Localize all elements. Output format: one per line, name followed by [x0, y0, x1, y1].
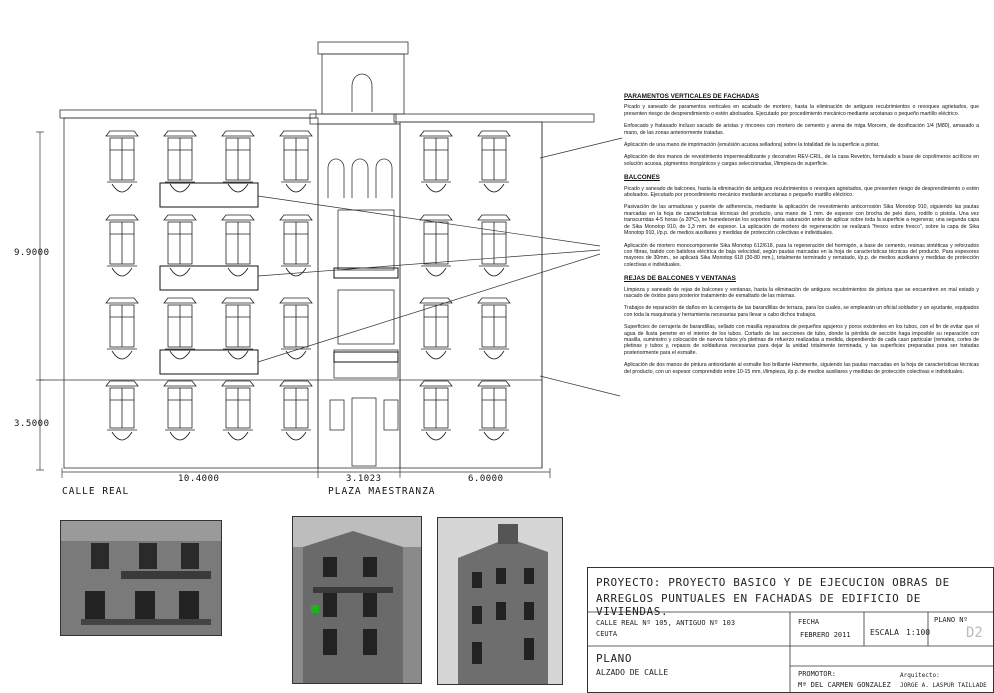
arquitecto-value: JORGE A. LASPUR TAILLADE [900, 682, 987, 689]
window-sill [107, 266, 137, 276]
window-mullion [482, 388, 506, 428]
tower-photo-2 [292, 516, 422, 684]
window-mullion [226, 305, 250, 347]
window-pediment [106, 215, 138, 220]
window-pediment [478, 381, 510, 386]
window-sill [421, 182, 451, 192]
plano-number-label: PLANO Nº [934, 616, 968, 624]
window-pediment [420, 381, 452, 386]
plano-number-value: D2 [966, 625, 983, 641]
window-pediment [280, 215, 312, 220]
section-title: PARAMENTOS VERTICALES DE FACHADAS [624, 93, 760, 100]
window-sill [107, 182, 137, 192]
window-sill [281, 349, 311, 359]
paragraph: Pasivación de las armaduras y puente de adherencia, mediante la aplicación de revestimiento anticorrosión Sika Monotop 910, siguiendo las pautas marcadas en la hoja de características técnicas del producto, una mano de 1 mm. de espesor con brocha de pelo duro, rodillo o pistola. Una vez transcurridas 4-5 horas (a 20ºC), se humedecerán los soportes hasta saturación antes de aplicar sobre toda la superficie a regenerar, una segunda capa de Sika Monotop 910, de 1,3 mm. de espesor. La aplicación de mortero de regeneración se realizará "fresco sobre fresco", sobre la capa de Sika Monotop 910, i/p.p. de medios auxiliares y medidas de protección colectivas e individuales. [624, 204, 979, 237]
window-sill [223, 266, 253, 276]
window-mullion [110, 222, 134, 264]
height-total-dimension: 9.9000 [14, 248, 50, 258]
window-sill [107, 349, 137, 359]
window-mullion [226, 388, 250, 428]
window-mullion [110, 305, 134, 347]
notes-section-rejas [624, 276, 979, 375]
window-mullion [482, 305, 506, 347]
window-pediment [164, 298, 196, 303]
project-title-line-1: PROYECTO: PROYECTO BASICO Y DE EJECUCION OBRAS DE [596, 576, 950, 589]
window-mullion [482, 138, 506, 180]
fecha-value: FEBRERO 2011 [800, 631, 851, 639]
window-sill [421, 266, 451, 276]
window-mullion [284, 138, 308, 180]
paragraph: Aplicación de dos manos de revestimiento impermeabilizante y decorativo REV-CRIL, de la casa Revetón, formulado a base de copolímeros acrílicos en solución acuosa, pigmentos inorgánicos y cargas seleccionadas, l/limpieza de superficie. [624, 154, 979, 167]
window-pediment [164, 381, 196, 386]
paragraph: Picado y saneado de balcones, hasta la eliminación de antiguos recubrimientos o revoques agrietados, que presenten riesgo de desprendimiento o estén abolsados. Ejecutado por procedimiento mecánico mediante arcotanas o pequeño martillo eléctrico. [624, 185, 979, 199]
address-line: CALLE REAL Nº 105, ANTIGUO Nº 103 [596, 619, 736, 627]
paragraph: Aplicación de una mano de imprimación (emulsión acuosa selladora) sobre la totalidad de la superficie a pintar. [624, 142, 880, 149]
window-sill [223, 430, 253, 440]
fecha-label: FECHA [798, 618, 820, 626]
window-sill [165, 266, 195, 276]
paragraph: Limpieza y saneado de rejas de balcones y ventanas, hasta la eliminación de antiguos recubrimientos de pintura que se encuentren en mal estado y rascado de óxidos para posterior tratamiento de esmaltado de las mismas. [624, 286, 979, 299]
window-pediment [106, 131, 138, 136]
window-mullion [168, 138, 192, 180]
specification-notes [624, 94, 979, 383]
window-pediment [222, 298, 254, 303]
window-pediment [420, 131, 452, 136]
street-label-calle-real: CALLE REAL [62, 486, 130, 497]
paragraph: Picado y saneado de paramentos verticales en acabado de mortero, hasta la eliminación de antiguos recubrimientos o revoques agrietados, que presenten riesgo de desprendimiento o estén abolsados. Ejecutado por procedimiento mecánico mediante arcotanas o pequeño martillo eléctrico. [624, 104, 979, 117]
plano-label: PLANO [596, 652, 633, 665]
height-ground-dimension: 3.5000 [14, 419, 50, 429]
title-block [587, 567, 994, 693]
window-sill [479, 182, 509, 192]
window-mullion [168, 305, 192, 347]
width-right-dimension: 6.0000 [468, 474, 504, 484]
window-sill [421, 430, 451, 440]
paragraph: Aplicación de dos manos de pintura antioxidante al esmalte liso brillante Hammerite, siguiendo las pautas marcadas en la hoja de características técnicas del producto, con un espesor comprendido entre 10-15 mm, i/limpieza, i/p.p. de medios auxiliares y medidas de protección colectivas e individuales. [624, 362, 979, 375]
section-title: REJAS DE BALCONES Y VENTANAS [624, 275, 736, 283]
city-line: CEUTA [596, 630, 618, 638]
window-pediment [164, 215, 196, 220]
window-mullion [284, 222, 308, 264]
window-mullion [226, 222, 250, 264]
street-label-plaza: PLAZA MAESTRANZA [328, 486, 436, 497]
window-sill [281, 266, 311, 276]
window-sill [479, 349, 509, 359]
notes-section-paramentos [624, 94, 979, 167]
paragraph: Enfoscado y fratasado incluso sacado de aristas y rincones con mortero de cemento y arena de miga Morcem, de dosificación 1/4 (M80), amasado a mano, de las zonas anteriormente tratadas. [624, 123, 979, 136]
paragraph: Aplicación de mortero monocomponente Sika Monotop 612/618, para la regeneración del hormigón, a base de cemento, resinas sintéticas y reforzados con fibras, batido con batidora eléctrica de baja velocidad, según pautas marcadas en la hoja de características técnicas del producto. Para espesores mayores de 30mm., se aplicará Sika Monotop 618 (30-80 mm.), totalmente terminado y rematado, i/p.p. de medios auxiliares y medidas de protección colectivas e individuales. [624, 242, 979, 268]
facade-photo-1 [60, 520, 222, 636]
escala-label: ESCALA [870, 628, 899, 637]
window-sill [281, 182, 311, 192]
window-pediment [106, 381, 138, 386]
arquitecto-label: Arquitecto: [900, 672, 940, 679]
width-left-dimension: 10.4000 [178, 474, 220, 484]
project-title-line-2: ARREGLOS PUNTUALES EN FACHADAS DE EDIFICIO DE VIVIENDAS. [596, 592, 922, 618]
notes-section-balcones [624, 175, 979, 268]
window-mullion [284, 388, 308, 428]
window-sill [479, 266, 509, 276]
window-sill [421, 349, 451, 359]
promotor-label: PROMOTOR: [798, 670, 836, 678]
window-pediment [280, 381, 312, 386]
window-mullion [424, 388, 448, 428]
window-sill [107, 430, 137, 440]
window-pediment [164, 131, 196, 136]
window-sill [479, 430, 509, 440]
window-mullion [110, 388, 134, 428]
window-pediment [478, 215, 510, 220]
promotor-value: Mª DEL CARMEN GONZALEZ [798, 681, 891, 689]
window-mullion [226, 138, 250, 180]
window-pediment [420, 215, 452, 220]
window-mullion [284, 305, 308, 347]
window-pediment [222, 381, 254, 386]
corner-photo-3 [437, 517, 563, 685]
paragraph: Trabajos de reparación de daños en la cerrajería de las barandillas de terraza, para los cuales, se emplearán un oficial soldador y un ayudante, equipados con toda la maquinaria y herramienta necesarias para llevar a cabo dichos trabajos. [624, 305, 979, 318]
window-pediment [478, 298, 510, 303]
window-sill [281, 430, 311, 440]
window-pediment [106, 298, 138, 303]
window-mullion [424, 138, 448, 180]
window-pediment [280, 298, 312, 303]
plano-value: ALZADO DE CALLE [596, 668, 669, 677]
window-pediment [222, 131, 254, 136]
section-title: BALCONES [624, 174, 660, 182]
window-mullion [168, 388, 192, 428]
width-center-dimension: 3.1023 [346, 474, 382, 484]
window-pediment [478, 131, 510, 136]
window-mullion [424, 305, 448, 347]
window-mullion [110, 138, 134, 180]
window-mullion [168, 222, 192, 264]
window-pediment [222, 215, 254, 220]
window-mullion [424, 222, 448, 264]
escala-value: 1:100 [906, 628, 931, 637]
window-pediment [280, 131, 312, 136]
paragraph: Superficies de cerrajería de barandillas, sellado con masilla reparadora de pequeños agujeros y poros existentes en los tubos, con el fin de evitar que el agua de lluvia penetre en el interior de los tubos. Cortado de las secciones de tubo, donde la pérdida de sección haga imposible su reparación con masilla, suministro y colocación de nuevos tubos y/o pletinas de refuerzo realizadas a medida, dependiendo de cada caso particular (remates, cortes de pletinas y tubos y, repasos de soldaduras necesarias para dejar la unidad totalmente terminada, y las superficies preparadas para ser tratadas posteriormente para el esmalte. [624, 324, 979, 356]
window-sill [165, 430, 195, 440]
